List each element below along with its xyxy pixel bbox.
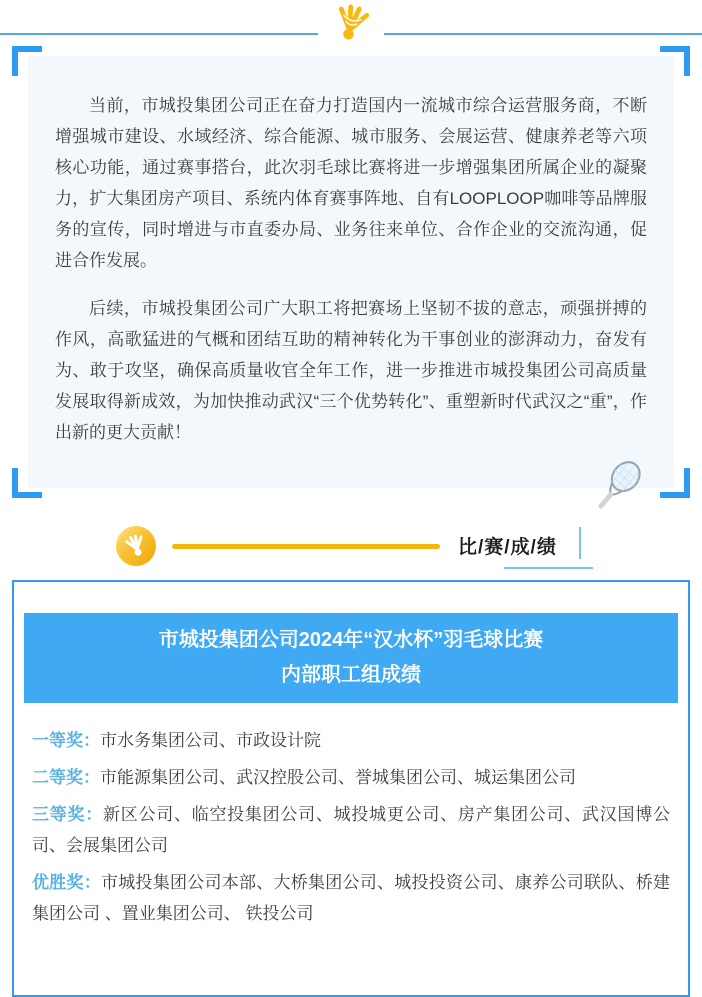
award-row-merit-prize bbox=[32, 867, 670, 929]
shuttlecock-icon bbox=[318, 2, 384, 46]
results-divider bbox=[0, 524, 702, 568]
award-row-first-prize bbox=[32, 725, 670, 756]
corner-bracket-top-left bbox=[12, 46, 42, 76]
award-winners: 市城投集团公司本部、大桥集团公司、城投投资公司、康养公司联队、桥建集团公司 、置业集团公司、 铁投公司 bbox=[32, 873, 670, 923]
award-winners: 市能源集团公司、武汉控股公司、誉城集团公司、城运集团公司 bbox=[100, 768, 576, 787]
award-row-second-prize bbox=[32, 762, 670, 793]
award-winners: 新区公司、临空投集团公司、城投城更公司、房产集团公司、武汉国博公司、会展集团公司 bbox=[32, 805, 671, 855]
intro-section bbox=[12, 46, 690, 498]
award-label: 一等奖： bbox=[32, 731, 100, 750]
results-title-line-2: 内部职工组成绩 bbox=[281, 664, 421, 686]
intro-paragraph-2: 后续，市城投集团公司广大职工将把赛场上坚韧不拔的意志，顽强拼搏的作风，高歌猛进的气概和团结互助的精神转化为干事创业的澎湃动力，奋发有为、敢于攻坚，确保高质量收官全年工作，进一步推进市城投集团公司高质量发展取得新成效，为加快推动武汉“三个优势转化”、重塑新时代武汉之“重”，作出新的更大贡献！ bbox=[55, 299, 647, 442]
results-title-line-1: 市城投集团公司2024年“汉水杯”羽毛球比赛 bbox=[158, 629, 544, 651]
awards-list bbox=[24, 725, 678, 929]
badminton-racket-icon bbox=[586, 456, 648, 518]
blue-vertical-line bbox=[579, 527, 581, 559]
shuttlecock-badge-icon bbox=[116, 526, 156, 566]
award-label: 优胜奖： bbox=[32, 873, 101, 892]
award-row-third-prize bbox=[32, 799, 670, 861]
blue-underline bbox=[504, 567, 593, 569]
results-header bbox=[24, 613, 678, 703]
intro-text-box bbox=[28, 56, 674, 488]
award-label: 二等奖： bbox=[32, 768, 100, 787]
corner-bracket-top-right bbox=[660, 46, 690, 76]
intro-paragraph-1: 当前，市城投集团公司正在奋力打造国内一流城市综合运营服务商，不断增强城市建设、水域经济、综合能源、城市服务、会展运营、健康养老等六项核心功能，通过赛事搭台，此次羽毛球比赛将进一步增强集团所属企业的凝聚力，扩大集团房产项目、系统内体育赛事阵地、自有LOOPLOOP咖啡等品牌服务的宣传，同时增进与市直委办局、业务往来单位、合作企业的交流沟通，促进合作发展。 bbox=[55, 96, 647, 270]
top-decoration bbox=[0, 0, 702, 46]
gold-rule bbox=[172, 544, 440, 549]
award-winners: 市水务集团公司、市政设计院 bbox=[100, 731, 321, 750]
section-title-wrap bbox=[458, 530, 567, 563]
award-label: 三等奖： bbox=[32, 805, 103, 824]
corner-bracket-bottom-left bbox=[12, 468, 42, 498]
section-title-results: 比/赛/成/绩 bbox=[458, 536, 557, 558]
corner-bracket-bottom-right bbox=[660, 468, 690, 498]
results-section bbox=[12, 580, 690, 997]
